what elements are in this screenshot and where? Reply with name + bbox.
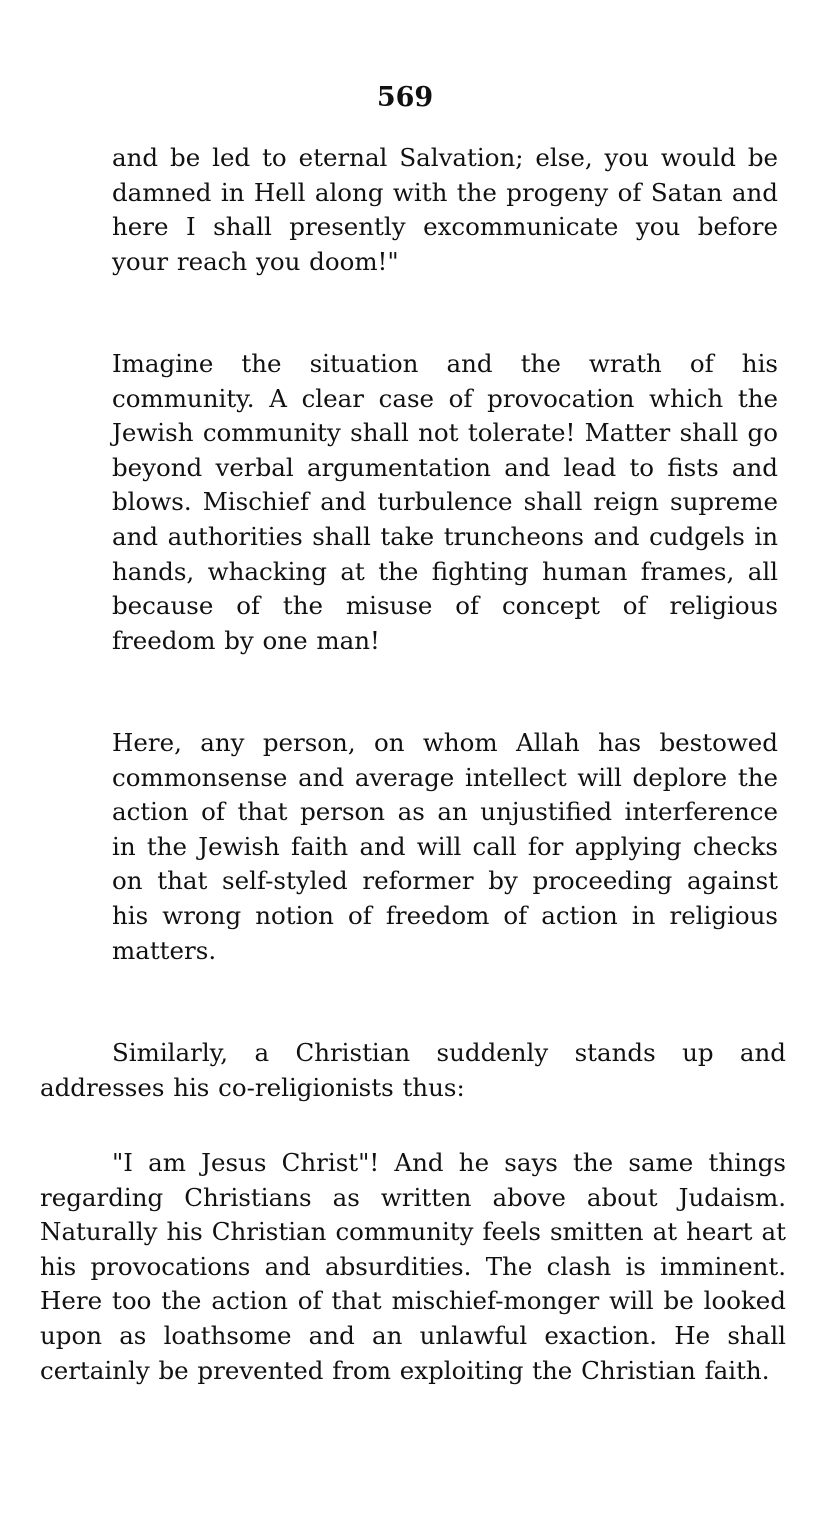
paragraph-commonsense: Here, any person, on whom Allah has bestowed commonsense and average intellect will deplore the action of that person as an unjustified interference in the Jewish faith and will call for applying checks on that self-styled reformer by proceeding against his wrong notion of freedom of action in religious matters. [112,728,778,965]
paragraph-christian-intro: Similarly, a Christian suddenly stands up and addresses his co-religionists thus: [40,1038,786,1102]
paragraph-jesus-claim: "I am Jesus Christ"! And he says the same things regarding Christians as written above about Judaism. Naturally his Christian community feels smitten at heart at his provocations and absurdities. The clash is imminent. Here too the action of that mischief-monger will be looked upon as loathsome and an unlawful exaction. He shall certainly be prevented from exploiting the Christian faith. [40,1148,786,1385]
paragraph-situation: Imagine the situation and the wrath of his community. A clear case of provocation which the Jewish community shall not tolerate! Matter shall go beyond verbal argumentation and lead to fists and blows. Mischief and turbulence shall reign supreme and authorities shall take truncheons and cudgels in hands, whacking at the fighting human frames, all because of the misuse of concept of religious freedom by one man! [112,349,778,655]
paragraph-quote-end: and be led to eternal Salvation; else, you would be damned in Hell along with the progeny of Satan and here I shall presently excommunicate you before your reach you doom!" [112,143,778,276]
page-number: 569 [376,82,434,113]
